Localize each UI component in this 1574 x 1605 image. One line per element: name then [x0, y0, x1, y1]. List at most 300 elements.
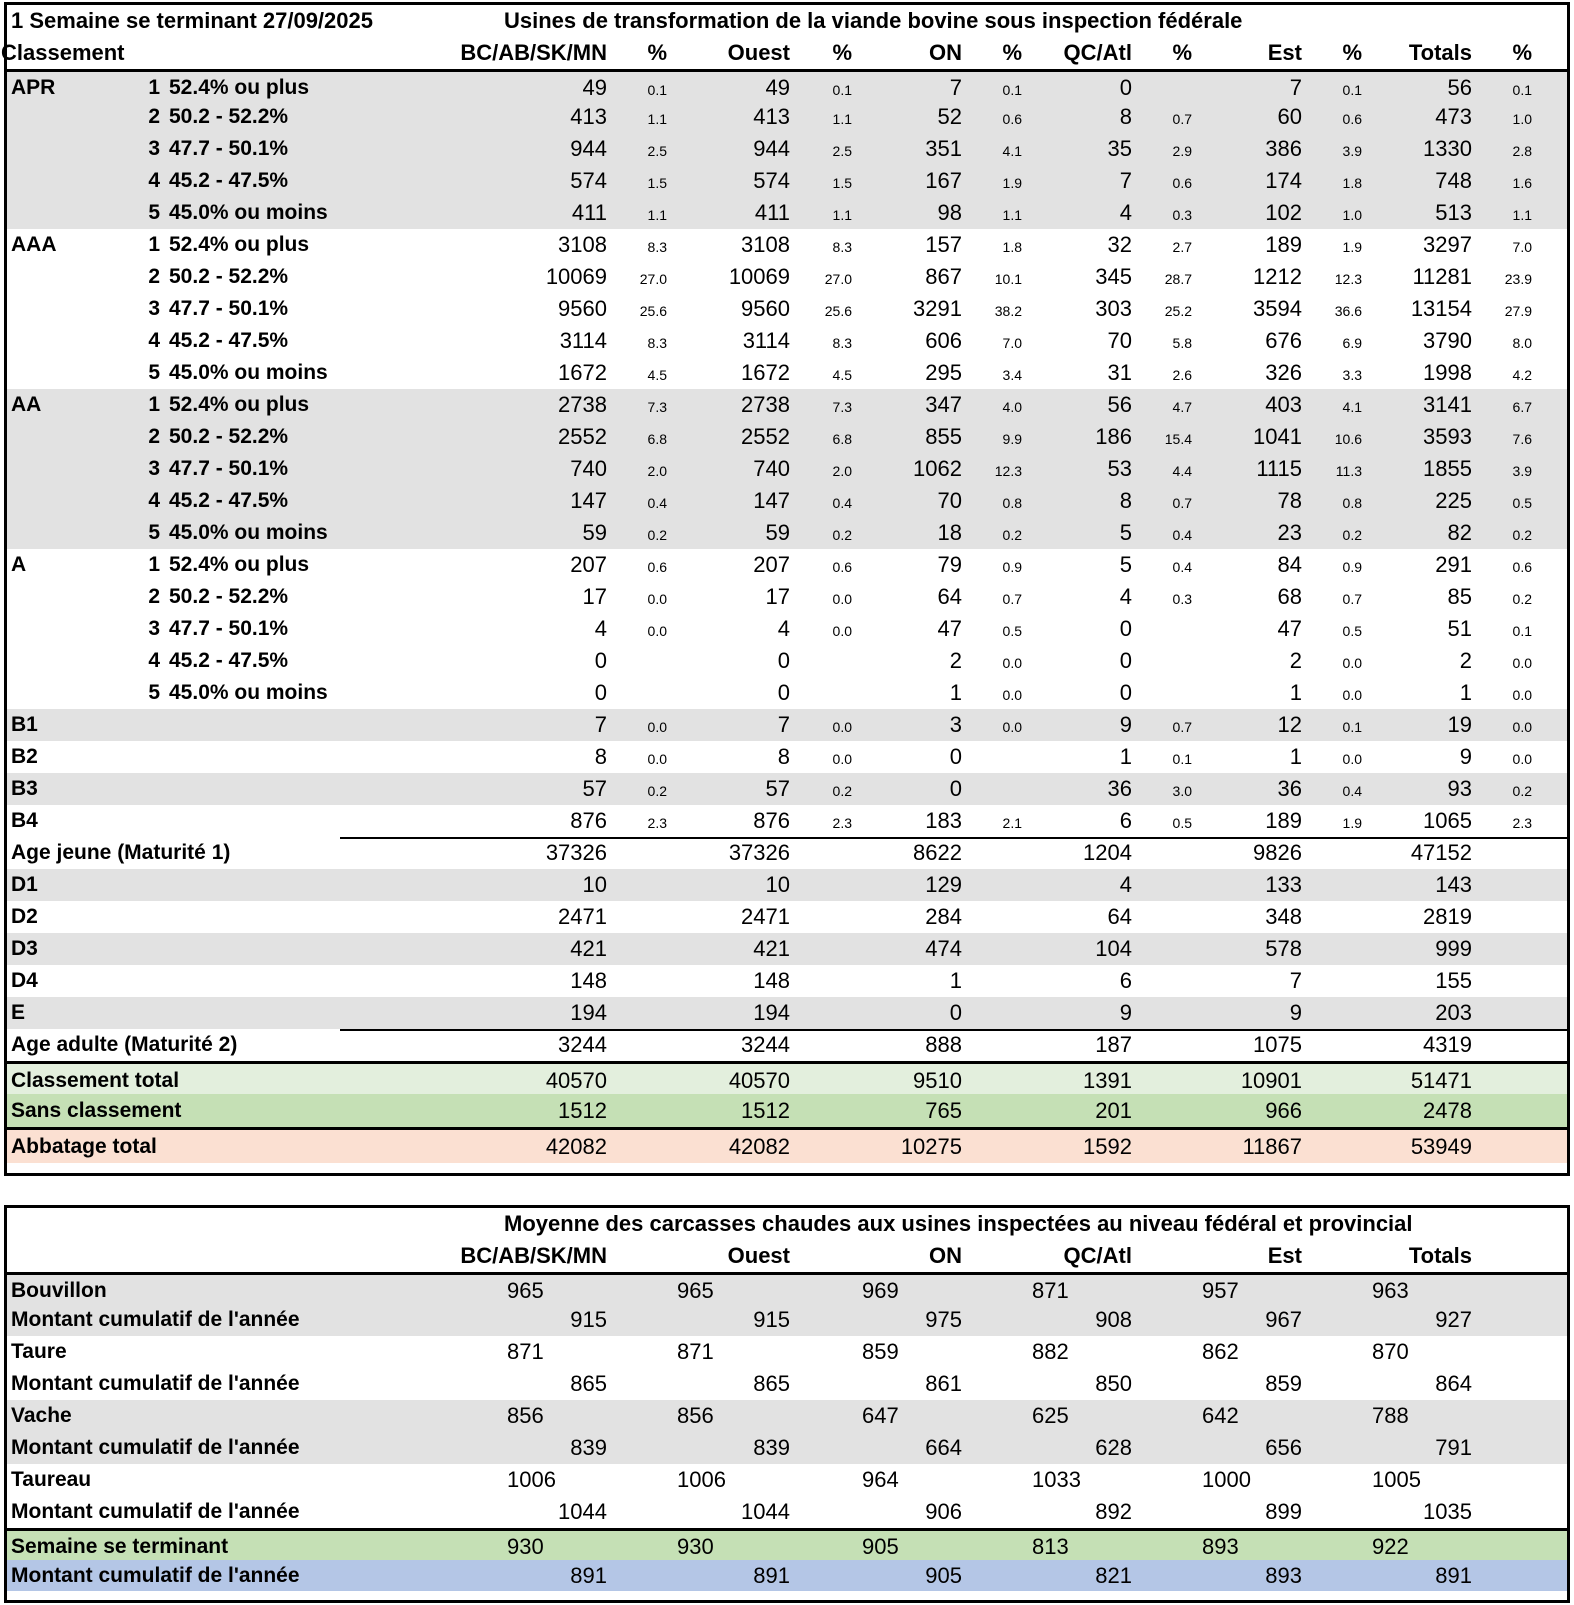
table-row [7, 901, 1567, 933]
cell-qc: 5 [1119, 520, 1132, 545]
table-row [7, 325, 1567, 357]
cell-on: 8622 [913, 840, 962, 865]
cell-ouest: 17 [765, 584, 790, 609]
cell-totals-pct: 0.1 [1512, 82, 1532, 98]
table-row [7, 1272, 1567, 1307]
cell-totals: 3790 [1423, 328, 1472, 353]
cell-ouest: 8 [777, 744, 790, 769]
cell-est: 326 [1265, 360, 1302, 385]
cell-est-pct: 36.6 [1334, 303, 1362, 319]
cell-totals-pct: 27.9 [1504, 303, 1532, 319]
table-row [7, 709, 1567, 741]
cell-qc-pct: 25.2 [1164, 303, 1192, 319]
table-row [7, 1029, 1567, 1061]
table-row [7, 1528, 1567, 1563]
grade-label: B1 [11, 713, 38, 736]
cell-on-pct: 0.6 [1002, 111, 1022, 127]
table-row [7, 1336, 1567, 1368]
cell-bc: 147 [570, 488, 607, 513]
row-label: Taure [11, 1340, 67, 1363]
cell-ouest-pct: 0.2 [832, 783, 852, 799]
cell-qc-pct: 5.8 [1172, 335, 1192, 351]
yield-range: 47.7 - 50.1% [169, 137, 289, 160]
cell-on-pct: 9.9 [1002, 431, 1022, 447]
cell-bc-pct: 2.0 [647, 463, 667, 479]
table-row [7, 1368, 1567, 1400]
grade-sub-number: 2 [148, 105, 160, 128]
cell-totals: 13154 [1410, 296, 1472, 321]
cell-qc: 35 [1107, 136, 1132, 161]
cell-on: 47 [937, 616, 962, 641]
cell-bc: 413 [570, 104, 607, 129]
cell-totals: 203 [1435, 1000, 1472, 1025]
yield-range: 45.2 - 47.5% [169, 169, 289, 192]
grade-label: B2 [11, 745, 38, 768]
cell-bc-pct: 1.1 [647, 207, 667, 223]
t2-header-on: ON [929, 1243, 962, 1268]
grade-label: D2 [11, 905, 38, 928]
cell-totals: 19 [1447, 712, 1472, 737]
cell-est: 9826 [1253, 840, 1302, 865]
yield-range: 52.4% ou plus [169, 393, 310, 416]
cell-ouest-pct: 0.4 [832, 495, 852, 511]
cell-bc-pct: 1.1 [647, 111, 667, 127]
table2-title-row [7, 1208, 1567, 1240]
cell-est-pct: 0.0 [1342, 751, 1362, 767]
grade-label: D4 [11, 969, 38, 992]
yield-range: 45.0% ou moins [169, 521, 328, 544]
cell-bc: 2738 [558, 392, 607, 417]
cell-qc-pct: 0.3 [1172, 591, 1192, 607]
grade-sub-number: 1 [148, 553, 160, 576]
cell-on: 969 [862, 1278, 899, 1303]
cell-totals: 513 [1435, 200, 1472, 225]
cell-on-pct: 4.0 [1002, 399, 1022, 415]
cell-on: 52 [937, 104, 962, 129]
cell-qc: 625 [1032, 1403, 1069, 1428]
table1-title: Usines de transformation de la viande bovine sous inspection fédérale [504, 8, 1243, 33]
cell-est-pct: 0.0 [1342, 687, 1362, 703]
header-on: ON [929, 40, 962, 65]
cell-bc: 207 [570, 552, 607, 577]
cell-on: 0 [949, 744, 962, 769]
cell-bc: 876 [570, 808, 607, 833]
cell-totals: 748 [1435, 168, 1472, 193]
cell-on: 10275 [900, 1133, 962, 1159]
cell-qc-pct: 0.7 [1172, 495, 1192, 511]
cell-est-pct: 0.7 [1342, 591, 1362, 607]
cell-on: 905 [925, 1562, 962, 1588]
grade-label: Sans classement [11, 1098, 182, 1122]
cell-bc: 42082 [545, 1133, 607, 1159]
cell-on: 861 [925, 1371, 962, 1396]
cell-bc-pct: 25.6 [639, 303, 667, 319]
cell-totals-pct: 0.2 [1512, 591, 1532, 607]
cell-bc: 411 [571, 200, 607, 225]
cell-totals-pct: 2.8 [1512, 143, 1532, 159]
cell-ouest: 915 [753, 1307, 790, 1332]
cell-est: 7 [1289, 75, 1302, 100]
cell-qc: 908 [1095, 1307, 1132, 1332]
cell-bc: 574 [570, 168, 607, 193]
cell-ouest: 3244 [741, 1032, 790, 1057]
cell-bc: 965 [507, 1278, 544, 1303]
cell-bc-pct: 2.5 [647, 143, 667, 159]
cell-bc: 944 [570, 136, 607, 161]
grade-sub-number: 4 [148, 489, 160, 512]
cell-qc-pct: 0.4 [1172, 527, 1192, 543]
cell-qc: 9 [1119, 712, 1132, 737]
cell-ouest: 413 [753, 104, 790, 129]
grade-label: D1 [11, 873, 38, 896]
cell-qc: 7 [1119, 168, 1132, 193]
cell-totals-pct: 0.2 [1512, 783, 1532, 799]
cell-qc-pct: 4.4 [1172, 463, 1192, 479]
cell-ouest: 411 [754, 200, 790, 225]
cell-qc: 628 [1095, 1435, 1132, 1460]
cell-bc-pct: 0.0 [647, 751, 667, 767]
cell-qc-pct: 4.7 [1172, 399, 1192, 415]
cell-qc: 1 [1119, 744, 1132, 769]
cell-est: 11867 [1242, 1133, 1302, 1159]
cell-on: 3291 [913, 296, 962, 321]
yield-range: 47.7 - 50.1% [169, 457, 289, 480]
cell-on: 606 [925, 328, 962, 353]
cell-ouest-pct: 1.1 [832, 111, 852, 127]
cell-on-pct: 1.9 [1002, 175, 1022, 191]
cell-ouest-pct: 25.6 [824, 303, 852, 319]
cell-on-pct: 38.2 [994, 303, 1022, 319]
cell-on: 98 [937, 200, 962, 225]
cell-est: 403 [1265, 392, 1302, 417]
cell-bc-pct: 0.1 [647, 82, 667, 98]
cell-est: 966 [1265, 1097, 1302, 1123]
cell-totals-pct: 0.5 [1512, 495, 1532, 511]
cell-est-pct: 0.5 [1342, 623, 1362, 639]
cell-est: 348 [1265, 904, 1302, 929]
table-row [7, 677, 1567, 709]
cell-on-pct: 0.8 [1002, 495, 1022, 511]
week-title: 1 Semaine se terminant 27/09/2025 [11, 8, 373, 33]
cell-on: 351 [925, 136, 962, 161]
cell-est: 1000 [1202, 1467, 1251, 1492]
cell-qc: 53 [1107, 456, 1132, 481]
cell-qc: 201 [1095, 1097, 1132, 1123]
cell-est: 189 [1265, 232, 1302, 257]
cell-bc: 740 [570, 456, 607, 481]
grade-sub-number: 5 [148, 361, 160, 384]
table-row [7, 1094, 1567, 1127]
cell-tot: 870 [1372, 1339, 1409, 1364]
cell-est: 12 [1277, 712, 1302, 737]
cell-est: 859 [1265, 1371, 1302, 1396]
cell-totals: 51 [1447, 616, 1472, 641]
cell-est-pct: 12.3 [1334, 271, 1362, 287]
cell-on: 905 [862, 1534, 899, 1559]
cell-qc: 850 [1095, 1371, 1132, 1396]
cell-on: 855 [925, 424, 962, 449]
cell-bc: 17 [582, 584, 607, 609]
cell-qc: 187 [1095, 1032, 1132, 1057]
cell-ouest: 10069 [728, 264, 790, 289]
cell-ouest: 930 [677, 1534, 714, 1559]
cell-on: 9510 [913, 1067, 962, 1093]
cell-qc: 104 [1095, 936, 1132, 961]
cell-on-pct: 7.0 [1002, 335, 1022, 351]
header-ouest: Ouest [727, 40, 790, 65]
cell-ouest: 2552 [741, 424, 790, 449]
grade-sub-number: 4 [148, 169, 160, 192]
cell-bc: 2552 [558, 424, 607, 449]
cell-totals: 9 [1459, 744, 1472, 769]
cell-bc-pct: 7.3 [647, 399, 667, 415]
cell-bc-pct: 8.3 [647, 335, 667, 351]
cell-ouest-pct: 0.0 [832, 751, 852, 767]
cell-totals: 1 [1459, 680, 1472, 705]
cell-ouest: 10 [765, 872, 790, 897]
cell-ouest-pct: 2.0 [832, 463, 852, 479]
grade-sub-number: 1 [148, 76, 160, 99]
cell-qc: 5 [1119, 552, 1132, 577]
cell-qc-pct: 2.6 [1172, 367, 1192, 383]
cell-totals-pct: 0.2 [1512, 527, 1532, 543]
cell-tot: 788 [1372, 1403, 1409, 1428]
cell-on: 474 [925, 936, 962, 961]
table-row [7, 293, 1567, 325]
cell-on-pct: 1.1 [1002, 207, 1022, 223]
cell-est: 7 [1289, 968, 1302, 993]
cell-est-pct: 0.8 [1342, 495, 1362, 511]
cell-totals-pct: 0.0 [1512, 719, 1532, 735]
cell-qc: 1033 [1032, 1467, 1081, 1492]
cell-bc: 421 [570, 936, 607, 961]
cell-on-pct: 0.0 [1002, 655, 1022, 671]
cell-bc-pct: 0.0 [647, 719, 667, 735]
grade-sub-number: 3 [148, 297, 160, 320]
cell-qc: 8 [1119, 488, 1132, 513]
cell-qc: 32 [1107, 232, 1132, 257]
cell-on-pct: 0.0 [1002, 687, 1022, 703]
cell-est: 1041 [1253, 424, 1302, 449]
cell-bc-pct: 2.3 [647, 815, 667, 831]
table-row [7, 357, 1567, 389]
cell-totals: 2478 [1423, 1097, 1472, 1123]
cell-totals: 11281 [1412, 264, 1472, 289]
grade-sub-number: 5 [148, 521, 160, 544]
grade-sub-number: 3 [148, 617, 160, 640]
cell-bc: 930 [507, 1534, 544, 1559]
t2-header-totals: Totals [1408, 1243, 1472, 1268]
cell-qc: 1391 [1083, 1067, 1132, 1093]
cell-totals-pct: 1.6 [1512, 175, 1532, 191]
yield-range: 47.7 - 50.1% [169, 617, 289, 640]
cell-qc: 1204 [1083, 840, 1132, 865]
hot-carcass-average-table [4, 1205, 1570, 1603]
table-row [7, 773, 1567, 805]
cell-qc: 871 [1032, 1278, 1069, 1303]
cell-on: 0 [949, 776, 962, 801]
cell-on-pct: 12.3 [994, 463, 1022, 479]
cell-totals-pct: 3.9 [1512, 463, 1532, 479]
cell-est: 174 [1265, 168, 1302, 193]
cell-ouest: 59 [765, 520, 790, 545]
cell-qc-pct: 0.7 [1172, 719, 1192, 735]
yield-range: 45.0% ou moins [169, 681, 328, 704]
header-bc-pct: % [647, 40, 667, 65]
header-est-pct: % [1342, 40, 1362, 65]
cell-qc: 4 [1119, 584, 1132, 609]
table-row [7, 1127, 1567, 1163]
cell-on: 1062 [913, 456, 962, 481]
cell-ouest: 3108 [741, 232, 790, 257]
cell-bc: 7 [594, 712, 607, 737]
cell-est: 957 [1202, 1278, 1239, 1303]
cell-est: 36 [1277, 776, 1302, 801]
cell-est: 23 [1277, 520, 1302, 545]
yield-range: 45.0% ou moins [169, 361, 328, 384]
cell-bc: 915 [570, 1307, 607, 1332]
cell-est-pct: 0.6 [1342, 111, 1362, 127]
cell-on: 70 [937, 488, 962, 513]
cell-est-pct: 3.9 [1342, 143, 1362, 159]
cell-est-pct: 0.9 [1342, 559, 1362, 575]
cell-qc: 31 [1107, 360, 1132, 385]
cell-qc-pct: 0.7 [1172, 111, 1192, 127]
cell-totals-pct: 0.0 [1512, 687, 1532, 703]
yield-range: 50.2 - 52.2% [169, 265, 289, 288]
cell-ouest: 0 [777, 680, 790, 705]
table-row [7, 421, 1567, 453]
grade-sub-number: 4 [148, 329, 160, 352]
cell-qc: 6 [1119, 968, 1132, 993]
grade-sub-number: 5 [148, 201, 160, 224]
grade-label: APR [11, 76, 56, 99]
cell-qc: 813 [1032, 1534, 1069, 1559]
table-row [7, 165, 1567, 197]
cell-est: 642 [1202, 1403, 1239, 1428]
cell-totals: 3297 [1423, 232, 1472, 257]
table-row [7, 69, 1567, 104]
cell-ouest: 421 [753, 936, 790, 961]
grade-label: Age jeune (Maturité 1) [11, 841, 231, 864]
table-row [7, 485, 1567, 517]
cell-bc: 2471 [558, 904, 607, 929]
row-label: Semaine se terminant [11, 1535, 229, 1558]
cell-est-pct: 1.8 [1342, 175, 1362, 191]
cell-on-pct: 10.1 [994, 271, 1022, 287]
cell-totals-pct: 0.6 [1512, 559, 1532, 575]
table-row [7, 197, 1567, 229]
cell-ouest: 7 [777, 712, 790, 737]
grade-label: E [11, 1001, 26, 1024]
cell-bc: 865 [570, 1371, 607, 1396]
cell-on: 2 [949, 648, 962, 673]
cell-qc-pct: 2.7 [1172, 239, 1192, 255]
cell-est: 2 [1289, 648, 1302, 673]
yield-range: 50.2 - 52.2% [169, 585, 289, 608]
cell-ouest: 148 [753, 968, 790, 993]
cell-tot: 1035 [1423, 1499, 1472, 1524]
cell-totals-pct: 0.0 [1512, 751, 1532, 767]
cell-totals: 1065 [1423, 808, 1472, 833]
cell-on-pct: 4.1 [1002, 143, 1022, 159]
cell-bc: 3114 [559, 328, 607, 353]
cell-ouest-pct: 2.5 [832, 143, 852, 159]
cell-qc: 4 [1119, 872, 1132, 897]
cell-totals: 999 [1435, 936, 1472, 961]
cell-est: 1212 [1253, 264, 1302, 289]
cell-on: 1 [949, 680, 962, 705]
t2-header-est: Est [1267, 1243, 1302, 1268]
carcass-grade-table [1, 2, 1570, 1176]
cell-totals: 47152 [1410, 840, 1472, 865]
cell-bc: 1044 [558, 1499, 607, 1524]
cell-est-pct: 0.0 [1342, 655, 1362, 671]
cell-bc: 10069 [545, 264, 607, 289]
table-row [7, 1496, 1567, 1528]
cell-bc-pct: 0.2 [647, 527, 667, 543]
cell-qc: 9 [1119, 1000, 1132, 1025]
cell-ouest-pct: 1.1 [832, 207, 852, 223]
cell-est: 893 [1265, 1562, 1302, 1588]
cell-on-pct: 0.0 [1002, 719, 1022, 735]
table-row [7, 933, 1567, 965]
cell-qc-pct: 0.6 [1172, 175, 1192, 191]
cell-est: 133 [1265, 872, 1302, 897]
t2-header-bc: BC/AB/SK/MN [460, 1243, 607, 1268]
table-row [7, 645, 1567, 677]
cell-on: 295 [925, 360, 962, 385]
cell-est-pct: 10.6 [1334, 431, 1362, 447]
cell-ouest: 876 [753, 808, 790, 833]
cell-bc-pct: 8.3 [647, 239, 667, 255]
grade-label: Age adulte (Maturité 2) [11, 1033, 238, 1056]
row-label: Montant cumulatif de l'année [11, 1436, 300, 1459]
cell-bc: 3244 [558, 1032, 607, 1057]
cell-qc: 345 [1095, 264, 1132, 289]
cell-est-pct: 1.9 [1342, 815, 1362, 831]
cell-bc: 871 [507, 1339, 544, 1364]
cell-totals: 1998 [1423, 360, 1472, 385]
cell-est-pct: 1.0 [1342, 207, 1362, 223]
cell-on: 18 [937, 520, 962, 545]
grade-label: B3 [11, 777, 38, 800]
cell-on: 1 [949, 968, 962, 993]
cell-ouest: 1512 [741, 1097, 790, 1123]
cell-bc-pct: 1.5 [647, 175, 667, 191]
table-row [7, 1061, 1567, 1097]
header-classement: Classement [1, 40, 125, 65]
cell-qc-pct: 0.3 [1172, 207, 1192, 223]
cell-qc: 6 [1119, 808, 1132, 833]
yield-range: 47.7 - 50.1% [169, 297, 289, 320]
cell-bc: 194 [570, 1000, 607, 1025]
cell-ouest: 9560 [741, 296, 790, 321]
grade-sub-number: 2 [148, 585, 160, 608]
cell-ouest: 42082 [728, 1133, 790, 1159]
cell-tot: 791 [1435, 1435, 1472, 1460]
cell-est: 893 [1202, 1534, 1239, 1559]
cell-on: 867 [925, 264, 962, 289]
grade-sub-number: 1 [148, 393, 160, 416]
grade-sub-number: 3 [148, 457, 160, 480]
cell-ouest: 194 [753, 1000, 790, 1025]
cell-est: 1 [1289, 744, 1302, 769]
yield-range: 45.0% ou moins [169, 201, 328, 224]
header-est: Est [1267, 40, 1302, 65]
cell-totals-pct: 0.1 [1512, 623, 1532, 639]
cell-ouest: 740 [753, 456, 790, 481]
